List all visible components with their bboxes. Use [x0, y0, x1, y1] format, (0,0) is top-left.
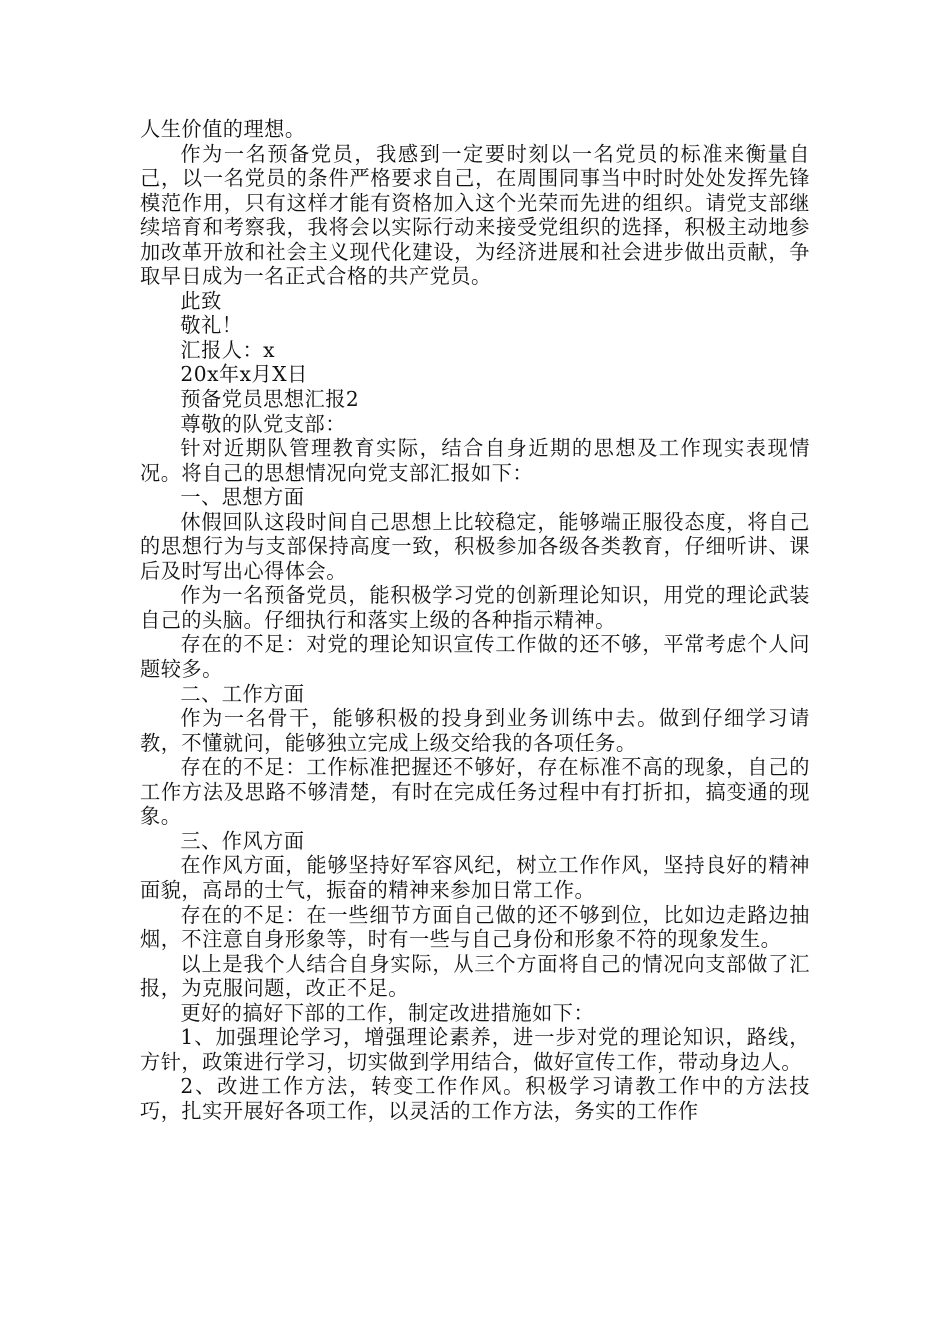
paragraph: 针对近期队管理教育实际，结合自身近期的思想及工作现实表现情况。将自己的思想情况向党支部汇报如下：: [140, 436, 810, 485]
paragraph: 存在的不足：在一些细节方面自己做的还不够到位，比如边走路边抽烟，不注意自身形象等，时有一些与自己身份和形象不符的现象发生。: [140, 902, 810, 952]
paragraph: 以上是我个人结合自身实际，从三个方面将自己的情况向支部做了汇报，为克服问题，改正不足。: [140, 951, 810, 1001]
paragraph: 更好的搞好下部的工作，制定改进措施如下：: [180, 1000, 595, 1025]
document-body: [140, 117, 810, 1123]
list-item: 2、改进工作方法，转变工作作风。积极学习请教工作中的方法技巧，扎实开展好各项工作，以灵活的工作方法，务实的工作作: [140, 1074, 810, 1123]
date-line: 20x年x月X日: [180, 362, 308, 387]
salutation-closing: 此致: [180, 288, 222, 313]
heading-work: 二、工作方面: [180, 681, 305, 706]
paragraph: 存在的不足：工作标准把握还不够好，存在标准不高的现象，自己的工作方法及思路不够清楚，有时在完成任务过程中有打折扣，搞变通的现象。: [140, 755, 810, 829]
list-item: 1、加强理论学习，增强理论素养，进一步对党的理论知识，路线，方针，政策进行学习，切实做到学用结合，做好宣传工作，带动身边人。: [140, 1025, 810, 1074]
section-title: 预备党员思想汇报2: [180, 387, 360, 412]
paragraph: 存在的不足：对党的理论知识宣传工作做的还不够，平常考虑个人问题较多。: [140, 632, 810, 682]
paragraph: 人生价值的理想。: [140, 117, 306, 141]
heading-thought: 一、思想方面: [180, 485, 305, 510]
reporter-line: 汇报人：x: [180, 337, 276, 362]
paragraph: 作为一名预备党员，我感到一定要时刻以一名党员的标准来衡量自己，以一名党员的条件严格要求自己，在周围同事当中时时处处发挥先锋模范作用，只有这样才能有资格加入这个光荣而先进的组织。请党支部继续培育和考察我，我将会以实际行动来接受党组织的选择，积极主动地参加改革开放和社会主义现代化建设，为经济进展和社会进步做出贡献，争取早日成为一名正式合格的共产党员。: [140, 141, 810, 289]
paragraph: 休假回队这段时间自己思想上比较稳定，能够端正服役态度，将自己的思想行为与支部保持高度一致，积极参加各级各类教育，仔细听讲、课后及时写出心得体会。: [140, 509, 810, 583]
paragraph: 作为一名骨干，能够积极的投身到业务训练中去。做到仔细学习请教，不懂就问，能够独立完成上级交给我的各项任务。: [140, 706, 810, 755]
heading-style: 三、作风方面: [180, 828, 305, 853]
greeting: 尊敬的队党支部：: [180, 411, 346, 436]
salutation-regards: 敬礼！: [180, 313, 243, 338]
paragraph: 在作风方面，能够坚持好军容风纪，树立工作作风，坚持良好的精神面貌，高昂的士气，振奋的精神来参加日常工作。: [140, 853, 810, 902]
paragraph: 作为一名预备党员，能积极学习党的创新理论知识，用党的理论武装自己的头脑。仔细执行和落实上级的各种指示精神。: [140, 583, 810, 632]
